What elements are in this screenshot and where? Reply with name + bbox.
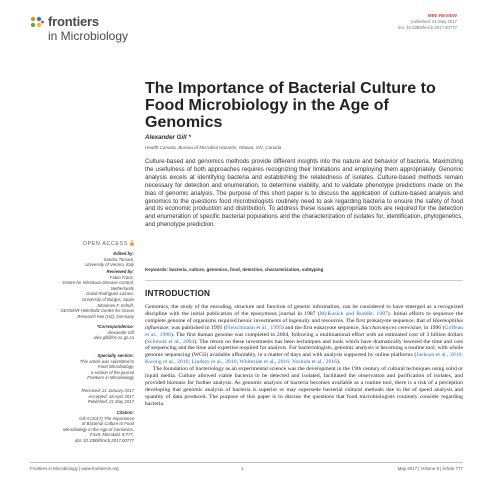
footer-issue-info: May 2017 | Volume 8 | Article 777 xyxy=(397,466,463,471)
received-date: Received: 21 January 2017 xyxy=(81,388,134,393)
specialty-label: Specialty section: xyxy=(97,353,134,358)
author-name[interactable]: Alexander Gill * xyxy=(145,134,191,141)
reviewer-info xyxy=(30,269,134,319)
citation-link[interactable]: Jackson et al., 2016; Kwong et al., 2016; Lindsey et al., 2016; Whiteside et al., 2016; Yoshida et al., 2016 xyxy=(145,352,463,366)
text-run: Genomics, the study of the encoding, structure and function of genetic information, can be considered to have emerged as a recognized discipline with the initial publication of the eponymous journal in 1987 ( xyxy=(145,304,463,317)
citation-line: Front. Microbiol. 8:777. xyxy=(90,432,134,438)
specialty-line: Food Microbiology, xyxy=(98,364,134,370)
reviewer-line: Research Kiel (HZ), Germany xyxy=(77,313,134,319)
editor-line: University of Verona, Italy xyxy=(85,262,134,268)
intro-paragraph-2: The foundation of bacteriology as an experimental science was the development in the 19th century of cultural techniques using solid or liquid media. Culture allowed viable bacteria to be detected and isolated, facilitated the observation and purification of isolates, and provided biomass for further analysis. As genomic analysis of bacteria becomes available as a routine tool, there is a risk of a perception developing that genomic analysis of bacteria is superior or may supersede bacterial cultural methods due to the of speed analysis and quantity of data produced. The purpose of this paper is to discuss the questions that food microbiologists routinely consider regarding bacteria. xyxy=(145,366,463,407)
article-type: MINI REVIEW xyxy=(427,13,457,18)
reviewer-line: Johannes F. Imhoff, xyxy=(96,302,134,308)
reviewer-line: Fabio Franz, xyxy=(109,274,134,280)
specialty-info xyxy=(30,353,134,381)
specialty-line: a section of the journal xyxy=(90,369,134,375)
edited-by-label: Edited by: xyxy=(113,251,134,256)
species-name: Saccharomyces cerevisiae xyxy=(361,324,421,331)
text-run: ). The return on these investments has been techniques and tools which have dramatically lowered the time and cost of sequencing and the time and expertise required for analysis. For bacteriologists, genomic analysis is becoming a routine tool, with whole genome sequencing (WGS) available affordably, in a matter of days and with analysis supported by online platforms ( xyxy=(145,338,463,359)
citation-line: of Bacterial Culture to Food xyxy=(81,421,134,427)
keywords-label: Keywords: xyxy=(145,267,169,272)
published-date-side: Published: 21 May 2017 xyxy=(87,399,134,405)
citation-link[interactable]: McKusick and Ruddle, 1987 xyxy=(319,310,388,317)
reviewer-line: David Rodríguez-Lázaro, xyxy=(86,291,134,297)
correspondence-email[interactable]: alex.gill@hc-sc.gc.ca xyxy=(93,335,134,341)
text-run: ) and the first eukaryote sequence, xyxy=(281,324,362,331)
text-run: ). The first human genome was completed in 2004, following a multinational effort with an estimated cost of 3 billion dollars ( xyxy=(145,331,463,345)
citation-link[interactable]: Fleischmann et al., 1995 xyxy=(225,324,282,331)
reviewer-line: Netherlands xyxy=(110,285,134,291)
text-run: ). Initial efforts to sequence the complete genome of organisms required heroic investments of ingenuity and resources. The first prokaryote sequence, that of xyxy=(145,310,464,324)
open-access-label xyxy=(36,240,134,247)
footer-divider xyxy=(30,462,463,463)
editor-line: Sandra Torriani, xyxy=(103,256,134,262)
accepted-date: Accepted: 18 April 2017 xyxy=(88,393,134,399)
citation-link[interactable]: Schmutz et al., 2004 xyxy=(146,338,195,345)
article-meta-header xyxy=(398,13,457,31)
text-run: ). xyxy=(336,359,341,366)
species-name: Haemophilus influenzae xyxy=(145,317,463,331)
author-affiliation: Health Canada, Bureau of Microbial Hazards, Ottawa, ON, Canada xyxy=(145,145,282,150)
section-heading-introduction: INTRODUCTION xyxy=(145,289,211,298)
citation-label: Citation: xyxy=(116,410,134,415)
text-run: , in 1996 ( xyxy=(420,324,445,331)
footer-journal-site[interactable]: Frontiers in Microbiology | www.frontiersin.org xyxy=(30,466,119,471)
text-run: , was published in 1995 ( xyxy=(168,324,226,331)
citation-link[interactable]: Goffeau et al., 1996 xyxy=(145,324,464,338)
reviewer-line: Centre for Infectious Disease Control, xyxy=(62,280,134,286)
reviewed-by-label: Reviewed by: xyxy=(106,269,134,274)
logo-brand: frontiers xyxy=(48,14,99,29)
doi-link[interactable]: doi: 10.3389/fmicb.2017.00777 xyxy=(397,25,457,30)
intro-paragraph-1 xyxy=(145,304,463,366)
dates-info xyxy=(30,388,134,405)
citation-info xyxy=(30,410,134,444)
citation-doi[interactable]: doi: 10.3389/fmicb.2017.00777 xyxy=(74,437,134,443)
section-divider xyxy=(145,280,463,281)
article-title: The Importance of Bacterial Culture to Food Microbiology in the Age of Genomics xyxy=(145,80,436,131)
page-number: 1 xyxy=(241,466,244,471)
open-access-text: OPEN ACCESS xyxy=(82,241,128,247)
correspondence-name: Alexander Gill xyxy=(107,329,134,335)
introduction-body xyxy=(145,304,463,408)
citation-line: Microbiology in the Age of Genomics. xyxy=(62,426,134,432)
correspondence-label: *Correspondence: xyxy=(96,324,134,329)
frontiers-logo-icon xyxy=(30,16,44,30)
correspondence-info xyxy=(30,324,134,341)
reviewer-line: GEOMAR Helmholtz Centre for Ocean xyxy=(60,308,134,314)
abstract: Culture-based and genomics methods provide different insights into the nature and behavior of bacteria. Maximizing the usefulness of both approaches requires recognizing their limitations and employing them appropriately. Genomic analysis excels at identifying bacteria and establishing the relatedness of isolates. Culture-based methods remain necessary for detection and enumeration, to determine viability, and to validate phenotype predictions made on the bias of genomic analysis. The purpose of this short paper is to discuss the application of culture-based analysis and genomics to the questions food microbiologists routinely need to ask regarding bacteria to ensure the safety of food and its economic production and distribution. To address these issues appropriate tools are required for the detection and enumeration of specific bacterial populations and the characterization of isolates for, identification, phylogenetics, and phenotype prediction. xyxy=(145,158,463,229)
citation-line: Gill A (2017) The Importance xyxy=(79,415,134,421)
open-lock-icon xyxy=(130,240,134,246)
keywords-list: bacteria, culture, genomics, food, detection, characterization, subtyping xyxy=(169,267,324,272)
logo-journal-name: in Microbiology xyxy=(48,29,129,43)
journal-logo xyxy=(30,14,150,50)
specialty-line: Frontiers in Microbiology xyxy=(87,375,134,381)
editor-info xyxy=(30,251,134,268)
keywords xyxy=(145,267,463,272)
published-date: published: 21 May 2017 xyxy=(411,19,457,24)
reviewer-line: University of Burgos, Spain xyxy=(82,296,134,302)
specialty-line: This article was submitted to xyxy=(79,358,134,364)
